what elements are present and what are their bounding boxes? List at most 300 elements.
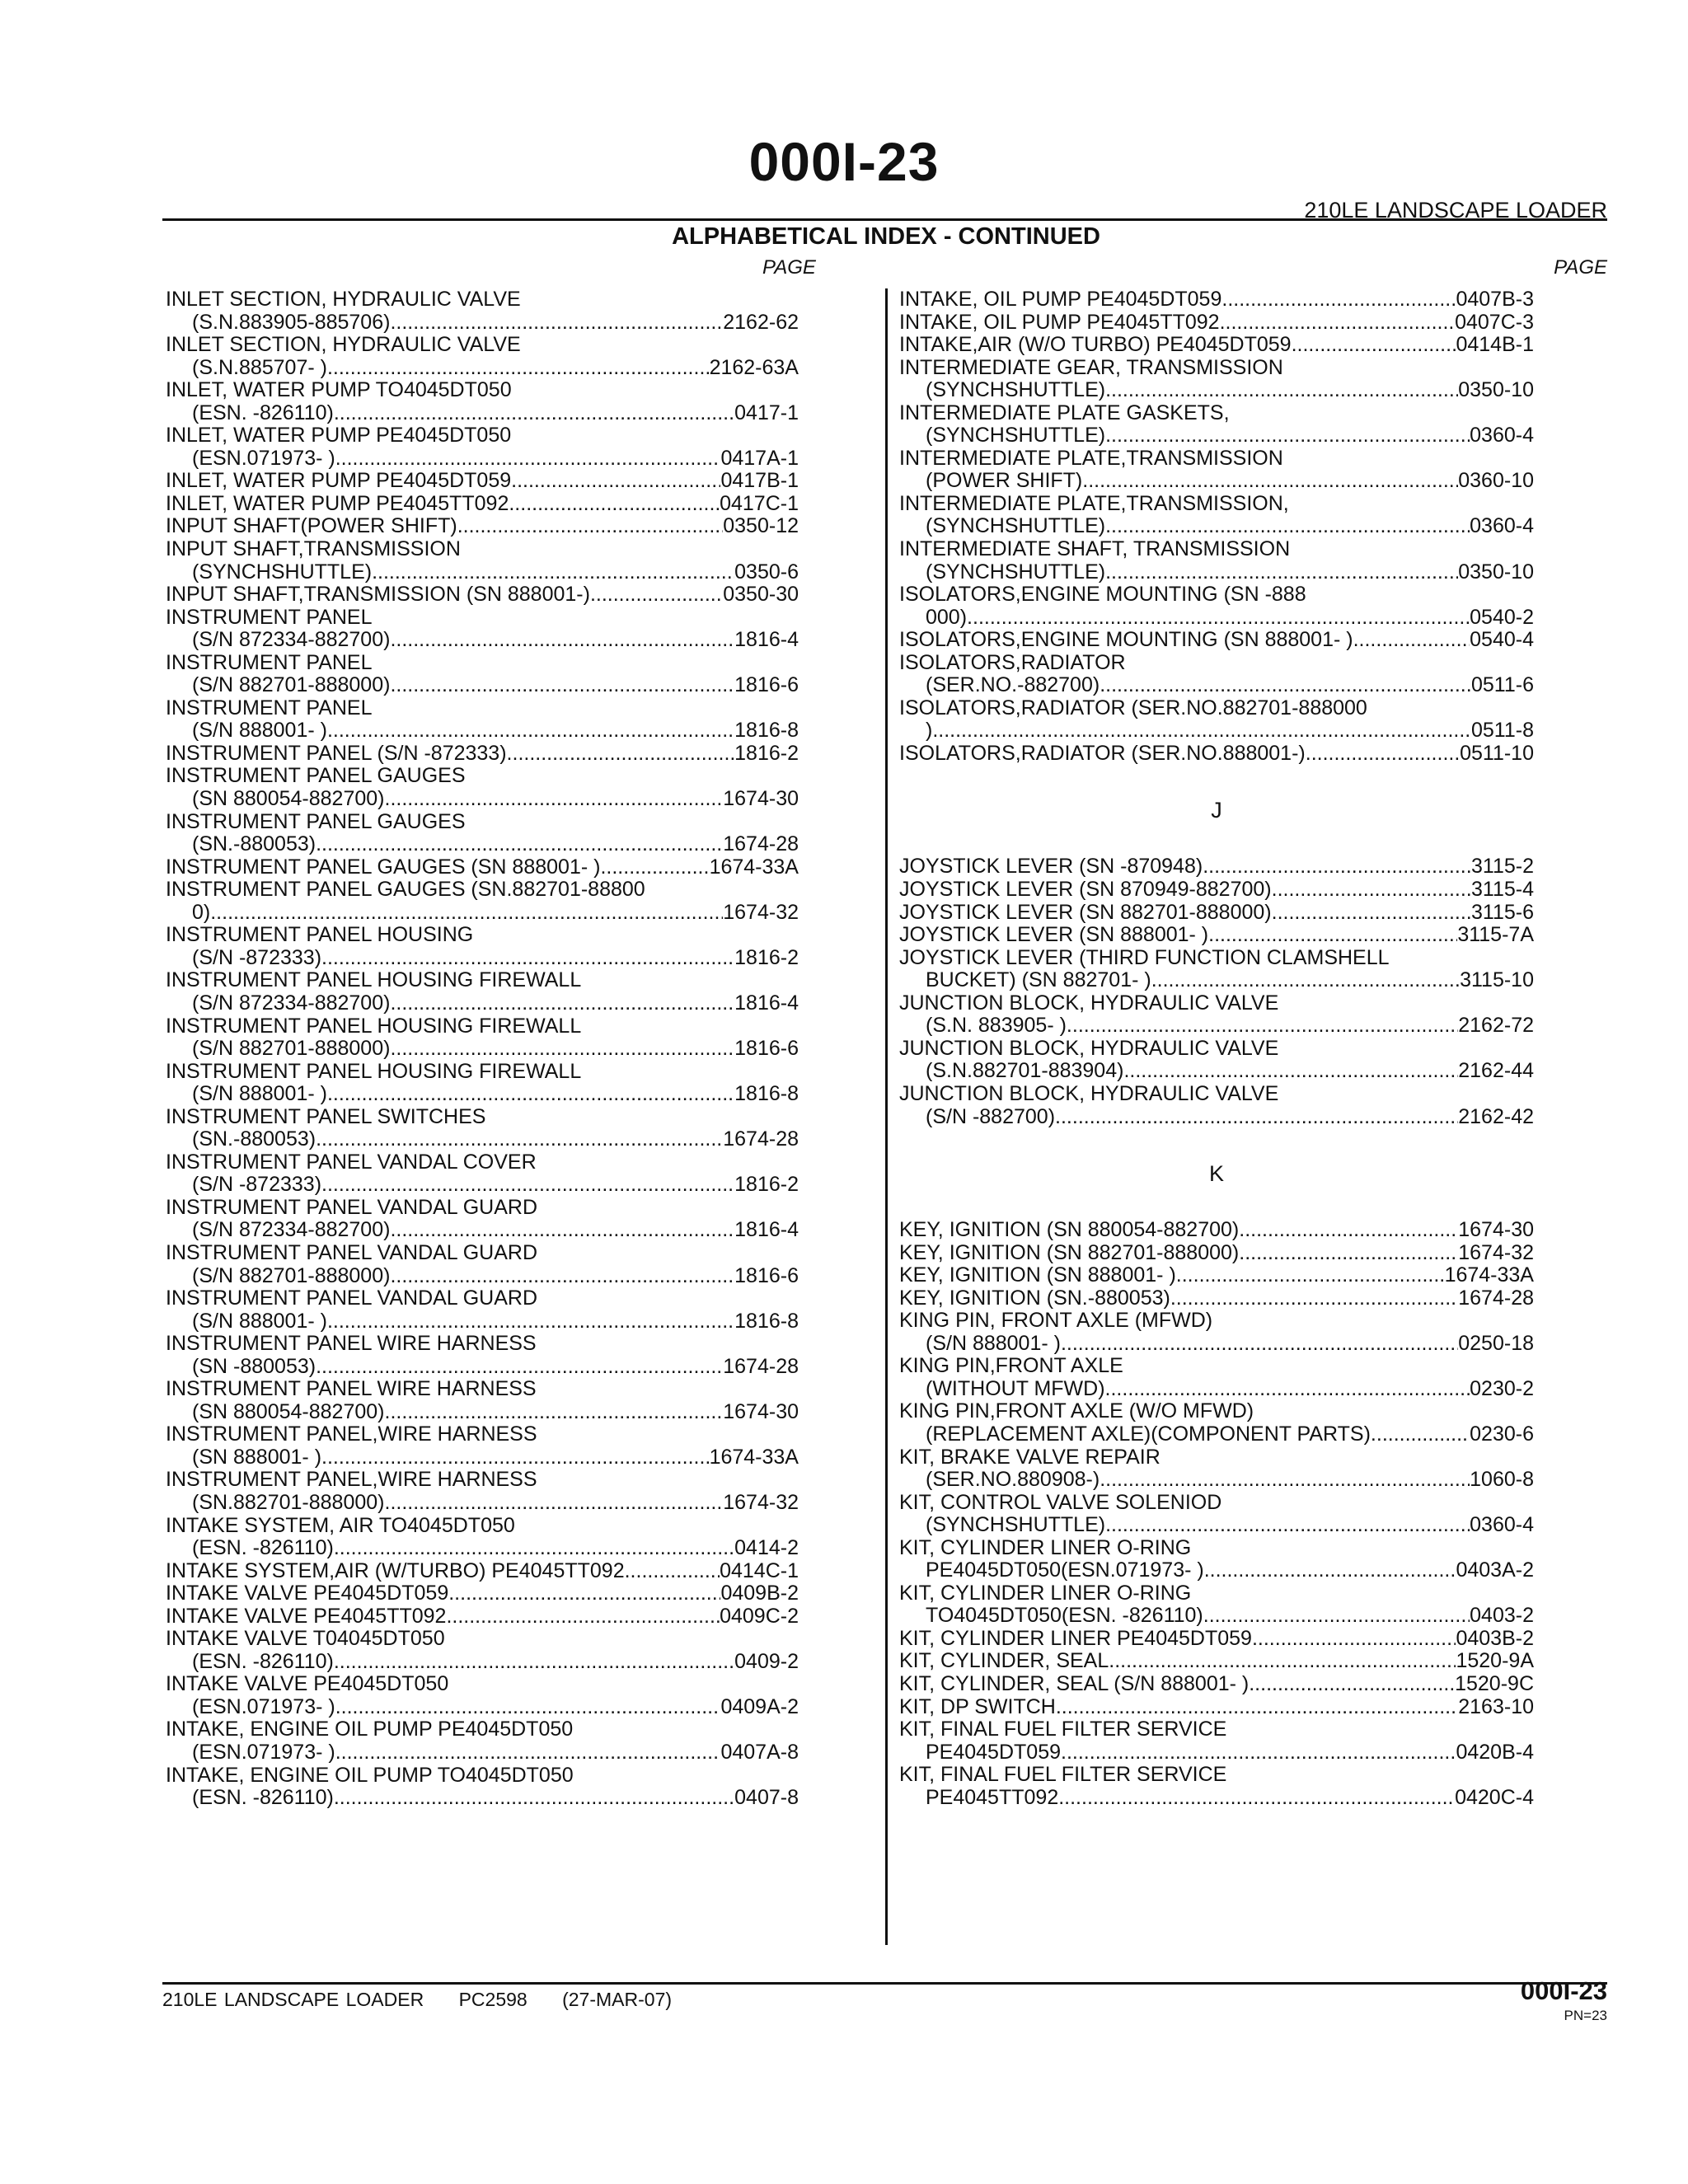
dot-leader bbox=[590, 583, 723, 607]
dot-leader bbox=[1204, 1559, 1456, 1582]
entry-page-ref: 1060-8 bbox=[1470, 1468, 1534, 1492]
entry-text: KIT, FINAL FUEL FILTER SERVICE bbox=[899, 1763, 1227, 1787]
entry-text: KING PIN,FRONT AXLE bbox=[899, 1354, 1123, 1378]
entry-text: INSTRUMENT PANEL VANDAL GUARD bbox=[166, 1240, 538, 1264]
index-entry-line bbox=[166, 1128, 799, 1151]
index-entry-line bbox=[166, 515, 799, 538]
entry-text: KIT, CYLINDER LINER O-RING bbox=[899, 1535, 1192, 1559]
entry-text: (SN.882701-888000) bbox=[192, 1490, 385, 1514]
index-entry-line bbox=[166, 879, 799, 902]
entry-page-ref: 0230-6 bbox=[1470, 1422, 1534, 1446]
entry-page-ref: 0540-4 bbox=[1470, 628, 1534, 652]
entry-page-ref: 0350-10 bbox=[1458, 378, 1534, 402]
dot-leader bbox=[335, 1741, 721, 1765]
index-subtitle: ALPHABETICAL INDEX - CONTINUED bbox=[672, 223, 1100, 250]
entry-page-ref: 2162-72 bbox=[1458, 1014, 1534, 1038]
entry-text: (ESN. -826110) bbox=[192, 1536, 334, 1560]
dot-leader bbox=[1123, 1060, 1458, 1083]
dot-leader bbox=[507, 743, 735, 766]
entry-page-ref: 1674-32 bbox=[723, 1490, 799, 1514]
index-entry-line bbox=[899, 855, 1534, 879]
entry-text: KIT, CYLINDER LINER PE4045DT059 bbox=[899, 1626, 1252, 1650]
dot-leader bbox=[1100, 674, 1471, 697]
dot-leader bbox=[1353, 629, 1470, 652]
entry-text: INTAKE, ENGINE OIL PUMP TO4045DT050 bbox=[166, 1763, 574, 1787]
entry-page-ref: 1816-2 bbox=[734, 945, 799, 969]
dot-leader bbox=[1239, 1219, 1458, 1242]
index-entry-line bbox=[166, 1628, 799, 1651]
entry-text: KING PIN,FRONT AXLE (W/O MFWD) bbox=[899, 1399, 1254, 1423]
entry-page-ref: 0407C-3 bbox=[1455, 310, 1534, 334]
dot-leader bbox=[316, 1128, 723, 1151]
dot-leader bbox=[390, 1038, 734, 1061]
dot-leader bbox=[1061, 1741, 1456, 1765]
entry-page-ref: 1674-28 bbox=[723, 1354, 799, 1378]
entry-page-ref: 2162-42 bbox=[1458, 1104, 1534, 1128]
entry-page-ref: 3115-2 bbox=[1471, 855, 1534, 879]
dot-leader bbox=[334, 1651, 734, 1674]
index-entry-line bbox=[899, 470, 1534, 493]
index-entry-line bbox=[166, 674, 799, 697]
index-entry-line bbox=[899, 1400, 1534, 1423]
entry-text: INTAKE VALVE PE4045TT092 bbox=[166, 1604, 447, 1628]
dot-leader bbox=[1109, 1650, 1456, 1673]
entry-text: (SYNCHSHUTTLE) bbox=[192, 560, 373, 583]
dot-leader bbox=[1252, 1628, 1456, 1651]
index-entry-line bbox=[166, 947, 799, 970]
entry-text: (S/N 872334-882700) bbox=[192, 991, 391, 1015]
index-entry-line bbox=[166, 538, 799, 561]
index-entry-line bbox=[899, 969, 1534, 992]
entry-text: JOYSTICK LEVER (SN 882701-888000) bbox=[899, 900, 1272, 924]
entry-text: (SN 880054-882700) bbox=[192, 787, 385, 811]
page-title: 000I-23 bbox=[748, 131, 940, 192]
entry-text: (ESN.071973- ) bbox=[192, 1741, 335, 1764]
entry-text: INSTRUMENT PANEL GAUGES (SN.882701-88800 bbox=[166, 878, 645, 902]
entry-text: (S.N.882701-883904) bbox=[926, 1059, 1124, 1083]
dot-leader bbox=[509, 493, 720, 516]
index-entry-line bbox=[899, 902, 1534, 925]
index-entry-line bbox=[166, 1537, 799, 1560]
entry-page-ref: 0360-4 bbox=[1470, 1513, 1534, 1537]
index-entry-line bbox=[899, 1378, 1534, 1401]
index-entry-line bbox=[166, 1242, 799, 1265]
dot-leader bbox=[316, 833, 723, 856]
dot-leader bbox=[390, 674, 734, 697]
index-entry-line bbox=[899, 1106, 1534, 1129]
entry-page-ref: 0250-18 bbox=[1458, 1331, 1534, 1355]
index-entry-line bbox=[899, 1605, 1534, 1628]
index-entry-line bbox=[166, 1446, 799, 1469]
machine-name: 210LE LANDSCAPE LOADER bbox=[1304, 198, 1607, 223]
index-entry-line bbox=[899, 1423, 1534, 1446]
index-entry-line bbox=[899, 1787, 1534, 1810]
entry-text: PE4045TT092 bbox=[926, 1785, 1059, 1809]
entry-text: (SER.NO.880908-) bbox=[926, 1468, 1100, 1492]
entry-page-ref: 1674-28 bbox=[723, 832, 799, 856]
index-entry-line bbox=[166, 1265, 799, 1288]
dot-leader bbox=[1105, 515, 1470, 538]
entry-text: JUNCTION BLOCK, HYDRAULIC VALVE bbox=[899, 1036, 1279, 1060]
entry-text: INSTRUMENT PANEL WIRE HARNESS bbox=[166, 1332, 537, 1356]
entry-page-ref: 2162-63A bbox=[709, 355, 799, 379]
index-entry-line bbox=[166, 1469, 799, 1492]
index-entry-line bbox=[899, 538, 1534, 561]
entry-text: INTAKE, OIL PUMP PE4045TT092 bbox=[899, 310, 1220, 334]
entry-text: (S/N -882700) bbox=[926, 1104, 1056, 1128]
index-entry-line bbox=[899, 1469, 1534, 1492]
index-entry-line bbox=[166, 334, 799, 357]
entry-text: INTERMEDIATE PLATE GASKETS, bbox=[899, 401, 1230, 424]
entry-page-ref: 0511-8 bbox=[1471, 719, 1534, 743]
entry-text: (S.N. 883905- ) bbox=[926, 1014, 1067, 1038]
index-entry-line bbox=[899, 629, 1534, 652]
index-entry-line bbox=[166, 788, 799, 811]
entry-page-ref: 0350-12 bbox=[723, 514, 799, 538]
index-entry-line bbox=[166, 1061, 799, 1084]
entry-text: INTAKE, ENGINE OIL PUMP PE4045DT050 bbox=[166, 1718, 574, 1741]
index-entry-line bbox=[899, 879, 1534, 902]
index-entry-line bbox=[899, 652, 1534, 675]
entry-text: INTERMEDIATE PLATE,TRANSMISSION, bbox=[899, 491, 1289, 515]
entry-text: (SN -880053) bbox=[192, 1354, 316, 1378]
entry-page-ref: 3115-4 bbox=[1471, 878, 1534, 902]
index-entry-line bbox=[899, 1310, 1534, 1333]
index-entry-line bbox=[166, 1673, 799, 1696]
index-entry-line bbox=[166, 379, 799, 402]
entry-text: (S/N 888001- ) bbox=[192, 719, 327, 743]
entry-page-ref: 2163-10 bbox=[1458, 1694, 1534, 1718]
dot-leader bbox=[321, 947, 734, 970]
dot-leader bbox=[390, 1219, 734, 1242]
entry-text: ) bbox=[926, 719, 933, 743]
index-entry-line bbox=[899, 1446, 1534, 1469]
dot-leader bbox=[967, 607, 1470, 630]
footer-pn: PN=23 bbox=[1564, 2008, 1607, 2023]
dot-leader bbox=[327, 1083, 734, 1106]
entry-text: INSTRUMENT PANEL HOUSING bbox=[166, 923, 474, 947]
entry-page-ref: 0403B-2 bbox=[1456, 1626, 1534, 1650]
index-entry-line bbox=[166, 1560, 799, 1583]
index-entry-line bbox=[166, 493, 799, 516]
entry-text: KEY, IGNITION (SN 882701-888000) bbox=[899, 1240, 1240, 1264]
entry-text: (S.N.885707- ) bbox=[192, 355, 327, 379]
index-entry-line bbox=[899, 424, 1534, 448]
entry-page-ref: 1816-6 bbox=[734, 1263, 799, 1287]
dot-leader bbox=[385, 1401, 724, 1424]
dot-leader bbox=[1058, 1787, 1455, 1810]
index-entry-line bbox=[899, 515, 1534, 538]
entry-page-ref: 1816-8 bbox=[734, 719, 799, 743]
entry-text: BUCKET) (SN 882701- ) bbox=[926, 968, 1151, 992]
entry-page-ref: 0420C-4 bbox=[1455, 1785, 1534, 1809]
entry-text: (S/N 882701-888000) bbox=[192, 673, 391, 697]
index-entry-line bbox=[899, 312, 1534, 335]
dot-leader bbox=[390, 312, 723, 335]
entry-page-ref: 0409C-2 bbox=[720, 1604, 799, 1628]
dot-leader bbox=[1272, 902, 1471, 925]
entry-page-ref: 3115-10 bbox=[1460, 968, 1534, 992]
index-column-right bbox=[899, 288, 1534, 1809]
entry-text: (POWER SHIFT) bbox=[926, 469, 1083, 493]
index-entry-line bbox=[166, 697, 799, 720]
index-entry-line bbox=[899, 493, 1534, 516]
index-entry-line bbox=[899, 1083, 1534, 1106]
index-entry-line bbox=[899, 1673, 1534, 1696]
index-entry-line bbox=[166, 1401, 799, 1424]
index-entry-line bbox=[166, 1038, 799, 1061]
index-entry-line bbox=[166, 561, 799, 584]
entry-text: INLET, WATER PUMP PE4045TT092 bbox=[166, 491, 509, 515]
section-letter-k: K bbox=[1208, 1161, 1224, 1187]
entry-page-ref: 1816-4 bbox=[734, 1218, 799, 1242]
index-entry-line bbox=[166, 1515, 799, 1538]
entry-text: INTERMEDIATE GEAR, TRANSMISSION bbox=[899, 355, 1283, 379]
index-block-i bbox=[899, 288, 1534, 765]
footer-info bbox=[162, 1989, 700, 2011]
entry-page-ref: 1674-30 bbox=[723, 787, 799, 811]
entry-text: KIT, CONTROL VALVE SOLENIOD bbox=[899, 1490, 1222, 1514]
entry-text: KIT, FINAL FUEL FILTER SERVICE bbox=[899, 1718, 1227, 1741]
entry-text: KEY, IGNITION (SN 880054-882700) bbox=[899, 1218, 1240, 1242]
entry-page-ref: 0403-2 bbox=[1470, 1604, 1534, 1628]
column-divider bbox=[885, 288, 888, 1945]
entry-page-ref: 0417-1 bbox=[734, 401, 799, 424]
entry-text: INLET, WATER PUMP PE4045DT059 bbox=[166, 469, 512, 493]
entry-text: ISOLATORS,ENGINE MOUNTING (SN -888 bbox=[899, 583, 1306, 607]
entry-page-ref: 0511-10 bbox=[1460, 741, 1534, 765]
dot-leader bbox=[1371, 1423, 1470, 1446]
entry-text: INTERMEDIATE PLATE,TRANSMISSION bbox=[899, 446, 1283, 470]
index-entry-line bbox=[166, 288, 799, 312]
entry-page-ref: 1816-8 bbox=[734, 1082, 799, 1106]
index-entry-line bbox=[166, 1151, 799, 1174]
entry-text: INPUT SHAFT,TRANSMISSION (SN 888001-) bbox=[166, 583, 590, 607]
entry-text: (SN 888001- ) bbox=[192, 1445, 322, 1469]
dot-leader bbox=[511, 470, 720, 493]
entry-page-ref: 1816-2 bbox=[734, 1173, 799, 1197]
entry-page-ref: 0417B-1 bbox=[720, 469, 799, 493]
entry-page-ref: 2162-44 bbox=[1458, 1059, 1534, 1083]
dot-leader bbox=[321, 1446, 710, 1469]
dot-leader bbox=[327, 357, 710, 380]
entry-text: KIT, CYLINDER, SEAL bbox=[899, 1649, 1109, 1673]
entry-text: JUNCTION BLOCK, HYDRAULIC VALVE bbox=[899, 1081, 1279, 1105]
index-entry-line bbox=[166, 1197, 799, 1220]
entry-page-ref: 1816-4 bbox=[734, 628, 799, 652]
dot-leader bbox=[1105, 379, 1458, 402]
dot-leader bbox=[1239, 1242, 1458, 1265]
index-entry-line bbox=[166, 1492, 799, 1515]
entry-text: JUNCTION BLOCK, HYDRAULIC VALVE bbox=[899, 991, 1279, 1015]
entry-text: INSTRUMENT PANEL VANDAL GUARD bbox=[166, 1286, 538, 1310]
entry-page-ref: 2162-62 bbox=[723, 310, 799, 334]
dot-leader bbox=[600, 856, 709, 879]
index-entry-line bbox=[166, 1741, 799, 1765]
entry-text: (S/N 888001- ) bbox=[926, 1331, 1061, 1355]
footer-date: (27-MAR-07) bbox=[562, 1989, 673, 2010]
index-entry-line bbox=[166, 607, 799, 630]
entry-text: ISOLATORS,RADIATOR (SER.NO.888001-) bbox=[899, 741, 1306, 765]
entry-text: INPUT SHAFT,TRANSMISSION bbox=[166, 537, 461, 561]
entry-page-ref: 0360-4 bbox=[1470, 514, 1534, 538]
index-entry-line bbox=[166, 924, 799, 947]
index-entry-line bbox=[166, 652, 799, 675]
index-entry-line bbox=[166, 1083, 799, 1106]
index-entry-line bbox=[166, 1787, 799, 1810]
entry-page-ref: 0409B-2 bbox=[720, 1582, 799, 1605]
dot-leader bbox=[1306, 743, 1460, 766]
entry-text: (ESN.071973- ) bbox=[192, 1694, 335, 1718]
index-column-left bbox=[166, 288, 799, 1810]
index-entry-line bbox=[166, 969, 799, 992]
entry-page-ref: 0409-2 bbox=[734, 1649, 799, 1673]
entry-page-ref: 1816-6 bbox=[734, 1037, 799, 1061]
entry-page-ref: 1520-9C bbox=[1455, 1671, 1534, 1695]
index-entry-line bbox=[899, 1582, 1534, 1605]
entry-page-ref: 1816-2 bbox=[734, 741, 799, 765]
entry-page-ref: 0350-30 bbox=[723, 583, 799, 607]
dot-leader bbox=[334, 1787, 734, 1810]
entry-text: KEY, IGNITION (SN.-880053) bbox=[899, 1286, 1170, 1310]
entry-text: (S/N 888001- ) bbox=[192, 1082, 327, 1106]
index-entry-line bbox=[166, 424, 799, 448]
index-entry-line bbox=[166, 1423, 799, 1446]
index-entry-line bbox=[899, 1333, 1534, 1356]
entry-text: INTERMEDIATE SHAFT, TRANSMISSION bbox=[899, 537, 1291, 561]
index-entry-line bbox=[166, 743, 799, 766]
entry-text: (SN 880054-882700) bbox=[192, 1399, 385, 1423]
index-entry-line bbox=[166, 448, 799, 471]
entry-page-ref: 1674-33A bbox=[709, 1445, 799, 1469]
entry-page-ref: 1674-33A bbox=[1444, 1263, 1534, 1287]
entry-page-ref: 0407A-8 bbox=[720, 1741, 799, 1764]
dot-leader bbox=[1082, 470, 1458, 493]
dot-leader bbox=[625, 1560, 720, 1583]
entry-text: INSTRUMENT PANEL GAUGES bbox=[166, 764, 466, 788]
entry-text: (SYNCHSHUTTLE) bbox=[926, 514, 1106, 538]
entry-text: 000) bbox=[926, 605, 968, 629]
index-entry-line bbox=[899, 583, 1534, 607]
dot-leader bbox=[327, 719, 734, 743]
top-rule bbox=[162, 218, 1607, 221]
entry-text: (S/N 888001- ) bbox=[192, 1309, 327, 1333]
index-entry-line bbox=[899, 357, 1534, 380]
entry-text: (SN.-880053) bbox=[192, 1127, 316, 1151]
entry-text: JOYSTICK LEVER (SN -870948) bbox=[899, 855, 1203, 879]
entry-page-ref: 0360-4 bbox=[1470, 424, 1534, 448]
entry-text: INTAKE,AIR (W/O TURBO) PE4045DT059 bbox=[899, 333, 1292, 357]
entry-text: INSTRUMENT PANEL (S/N -872333) bbox=[166, 741, 507, 765]
page-column-header-left: PAGE bbox=[762, 256, 816, 279]
entry-text: INLET SECTION, HYDRAULIC VALVE bbox=[166, 333, 521, 357]
entry-text: INSTRUMENT PANEL,WIRE HARNESS bbox=[166, 1422, 537, 1446]
dot-leader bbox=[1105, 1514, 1470, 1537]
entry-text: (SYNCHSHUTTLE) bbox=[926, 378, 1106, 402]
entry-text: (REPLACEMENT AXLE)(COMPONENT PARTS) bbox=[926, 1422, 1371, 1446]
index-entry-line bbox=[166, 1356, 799, 1379]
entry-text: TO4045DT050(ESN. -826110) bbox=[926, 1604, 1203, 1628]
dot-leader bbox=[1105, 1378, 1470, 1401]
dot-leader bbox=[1056, 1696, 1458, 1719]
entry-text: ISOLATORS,ENGINE MOUNTING (SN 888001- ) bbox=[899, 628, 1353, 652]
dot-leader bbox=[210, 902, 723, 925]
entry-text: KEY, IGNITION (SN 888001- ) bbox=[899, 1263, 1176, 1287]
dot-leader bbox=[1292, 334, 1456, 357]
dot-leader bbox=[1221, 288, 1456, 312]
entry-text: INPUT SHAFT(POWER SHIFT) bbox=[166, 514, 457, 538]
index-entry-line bbox=[899, 924, 1534, 947]
entry-page-ref: 1674-28 bbox=[1458, 1286, 1534, 1310]
index-entry-line bbox=[166, 1310, 799, 1333]
index-entry-line bbox=[166, 992, 799, 1015]
index-entry-line bbox=[899, 1242, 1534, 1265]
index-entry-line bbox=[899, 402, 1534, 425]
dot-leader bbox=[334, 1537, 734, 1560]
entry-text: KIT, BRAKE VALVE REPAIR bbox=[899, 1445, 1160, 1469]
entry-page-ref: 0350-10 bbox=[1458, 560, 1534, 583]
index-entry-line bbox=[166, 470, 799, 493]
entry-text: INTAKE VALVE PE4045DT059 bbox=[166, 1582, 449, 1605]
index-entry-line bbox=[899, 1015, 1534, 1038]
index-entry-line bbox=[166, 1605, 799, 1629]
dot-leader bbox=[372, 561, 734, 584]
dot-leader bbox=[1105, 561, 1458, 584]
entry-page-ref: 1816-4 bbox=[734, 991, 799, 1015]
index-entry-line bbox=[899, 1038, 1534, 1061]
dot-leader bbox=[335, 1696, 721, 1719]
index-entry-line bbox=[899, 1355, 1534, 1378]
index-entry-line bbox=[166, 719, 799, 743]
index-entry-line bbox=[166, 357, 799, 380]
entry-page-ref: 0540-2 bbox=[1470, 605, 1534, 629]
dot-leader bbox=[385, 788, 724, 811]
dot-leader bbox=[385, 1492, 724, 1515]
index-entry-line bbox=[899, 1287, 1534, 1310]
bottom-rule bbox=[162, 1982, 1607, 1985]
entry-page-ref: 0414C-1 bbox=[720, 1558, 799, 1582]
entry-text: INLET, WATER PUMP TO4045DT050 bbox=[166, 378, 512, 402]
entry-page-ref: 0403A-2 bbox=[1456, 1558, 1534, 1582]
section-letter-j: J bbox=[1211, 798, 1222, 823]
index-entry-line bbox=[899, 1718, 1534, 1741]
index-entry-line bbox=[166, 856, 799, 879]
index-entry-line bbox=[166, 1718, 799, 1741]
index-entry-line bbox=[166, 402, 799, 425]
entry-text: INSTRUMENT PANEL VANDAL GUARD bbox=[166, 1195, 538, 1219]
entry-text: KIT, CYLINDER, SEAL (S/N 888001- ) bbox=[899, 1671, 1250, 1695]
entry-page-ref: 0407B-3 bbox=[1456, 288, 1534, 311]
dot-leader bbox=[1100, 1469, 1470, 1492]
entry-text: INSTRUMENT PANEL bbox=[166, 650, 373, 674]
entry-text: INTAKE SYSTEM, AIR TO4045DT050 bbox=[166, 1513, 515, 1537]
index-entry-line bbox=[166, 902, 799, 925]
dot-leader bbox=[1176, 1264, 1445, 1287]
dot-leader bbox=[335, 448, 721, 471]
index-entry-line bbox=[899, 719, 1534, 743]
entry-text: (SYNCHSHUTTLE) bbox=[926, 560, 1106, 583]
entry-text: KIT, CYLINDER LINER O-RING bbox=[899, 1581, 1192, 1605]
index-entry-line bbox=[899, 1060, 1534, 1083]
dot-leader bbox=[1055, 1106, 1458, 1129]
entry-text: KING PIN, FRONT AXLE (MFWD) bbox=[899, 1309, 1213, 1333]
entry-text: JOYSTICK LEVER (SN 888001- ) bbox=[899, 923, 1209, 947]
entry-text: INTAKE VALVE T04045DT050 bbox=[166, 1627, 445, 1651]
entry-text: (S.N.883905-885706) bbox=[192, 310, 391, 334]
entry-page-ref: 0360-10 bbox=[1458, 469, 1534, 493]
entry-text: INSTRUMENT PANEL HOUSING FIREWALL bbox=[166, 968, 582, 992]
entry-page-ref: 1674-33A bbox=[709, 855, 799, 879]
